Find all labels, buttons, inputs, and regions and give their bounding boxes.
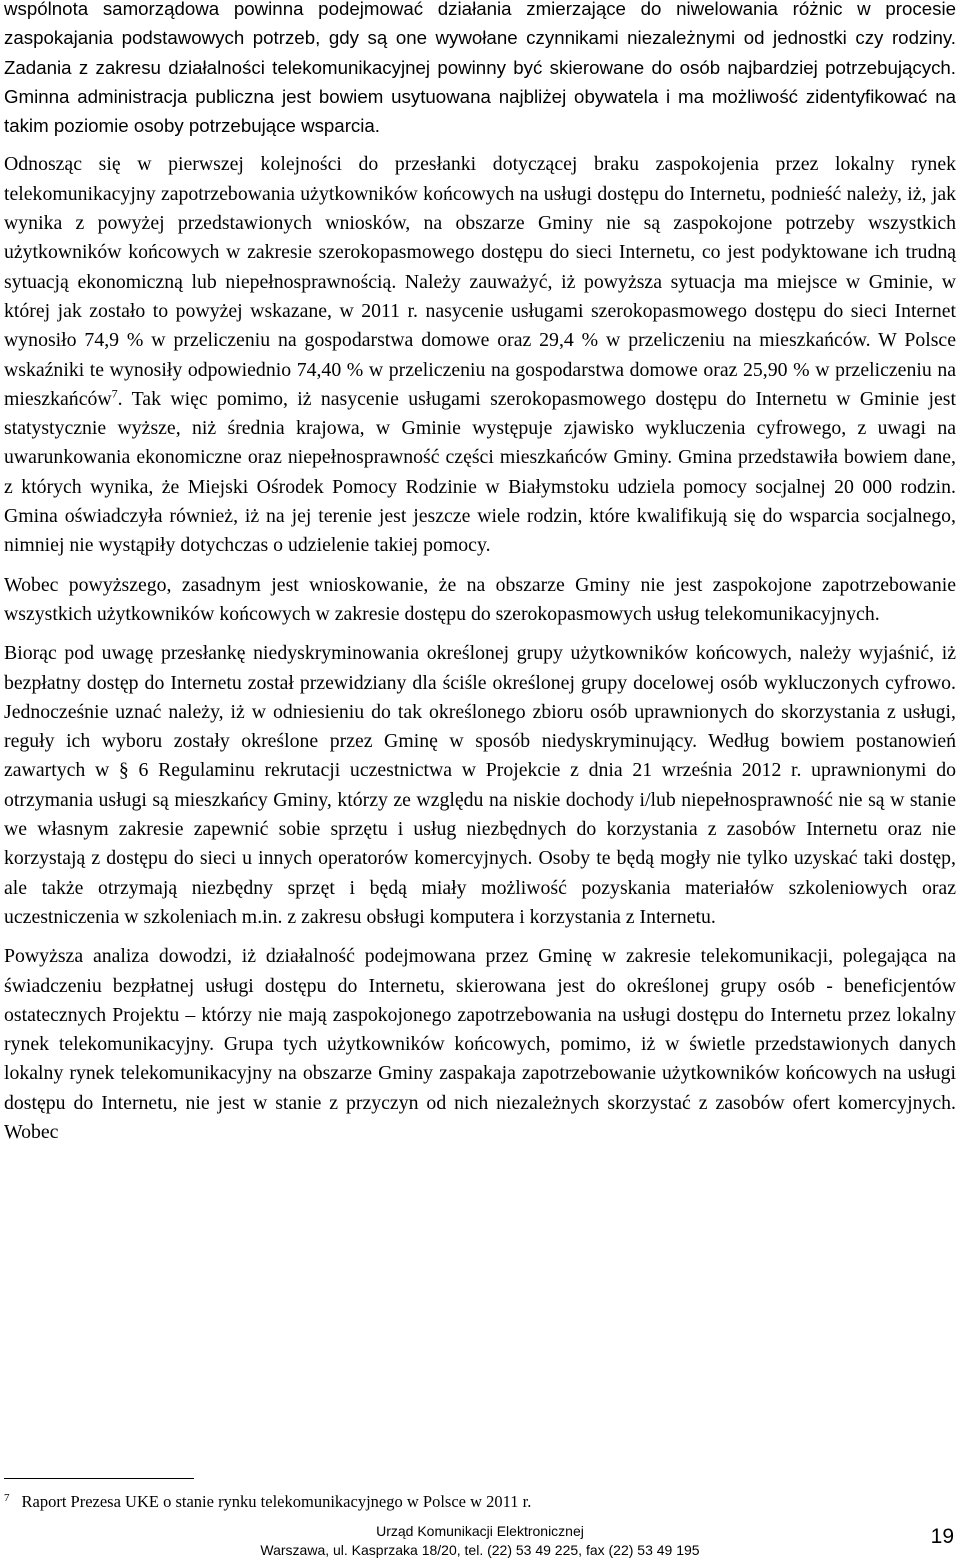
footnote-number: 7 bbox=[4, 1491, 10, 1504]
body-text bbox=[4, 0, 956, 1147]
paragraph-4-text: Biorąc pod uwagę przesłankę niedyskryminowania określonej grupy użytkowników końcowych, należy wyjaśnić, iż bezpłatny dostęp do Internetu został przewidziany dla ściśle określonej grupy docelowej osób wykluczonych cyfrowo. Jednocześnie uznać należy, iż w odniesieniu do tak określonego zbioru osób uprawnionych do skorzystania z usługi, reguły ich wyboru zostały określone przez Gminę w sposób niedyskryminujący. Według bowiem postanowień zawartych w § 6 Regulaminu rekrutacji uczestnictwa w Projekcie z dnia 21 września 2012 r. uprawnionymi do otrzymania usługi są mieszkańcy Gminy, którzy ze względu na niskie dochody i/lub niepełnosprawność nie są w stanie we własnym zakresie zapewnić sobie sprzętu i usług niezbędnych do korzystania z zasobów Internetu oraz nie korzystają z dostępu do sieci u innych operatorów komercyjnych. Osoby te będą mogły nie tylko uzyskać taki dostęp, ale także otrzymają niezbędny sprzęt i będą miały możliwość pozyskania materiałów szkoleniowych oraz uczestniczenia w szkoleniach m.in. z zakresu obsługi komputera i korzystania z Internetu. bbox=[4, 642, 956, 928]
page-number: 19 bbox=[930, 1525, 954, 1548]
footer-address: Warszawa, ul. Kasprzaka 18/20, tel. (22) 53 49 225, fax (22) 53 49 195 bbox=[260, 1542, 700, 1558]
paragraph-1-text: wspólnota samorządowa powinna podejmować działania zmierzające do niwelowania różnic w procesie zaspokajania podstawowych potrzeb, gdy są one wywołane czynnikami niezależnymi od jednostki czy rodziny. Zadania z zakresu działalności telekomunikacyjnej powinny być skierowane do osób najbardziej potrzebujących. Gminna administracja publiczna jest bowiem usytuowana najbliżej obywatela i ma możliwość zidentyfikować na takim poziomie osoby potrzebujące wsparcia. bbox=[4, 0, 956, 137]
paragraph-3-text: Wobec powyższego, zasadnym jest wnioskowanie, że na obszarze Gminy nie jest zaspokojone zapotrzebowanie wszystkich użytkowników końcowych w zakresie dostępu do szerokopasmowych usług telekomunikacyjnych. bbox=[4, 573, 956, 625]
footer-organization: Urząd Komunikacji Elektronicznej bbox=[376, 1523, 584, 1539]
paragraph-3 bbox=[4, 571, 956, 630]
paragraph-2 bbox=[4, 150, 956, 560]
footnote-separator bbox=[4, 1478, 194, 1479]
paragraph-4 bbox=[4, 639, 956, 932]
paragraph-5 bbox=[4, 942, 956, 1147]
footnote-text: Raport Prezesa UKE o stanie rynku telekomunikacyjnego w Polsce w 2011 r. bbox=[21, 1492, 532, 1511]
footnote-reference[interactable]: 7 bbox=[111, 386, 118, 401]
footnote bbox=[4, 1492, 956, 1512]
page-footer bbox=[0, 1523, 960, 1564]
paragraph-5-text: Powyższa analiza dowodzi, iż działalność podejmowana przez Gminę w zakresie telekomunikacji, polegająca na świadczeniu bezpłatnej usługi dostępu do Internetu, skierowana jest do określonej grupy osób - beneficjentów ostatecznych Projektu – którzy nie mają zaspokojonego zapotrzebowania na usługi dostępu do Internetu przez lokalny rynek telekomunikacyjny. Grupa tych użytkowników końcowych, pomimo, iż w świetle przedstawionych danych lokalny rynek telekomunikacyjny na obszarze Gminy zaspakaja zapotrzebowanie użytkowników końcowych na usługi dostępu do Internetu, nie jest w stanie z przyczyn od nich niezależnych skorzystać z zasobów ofert komercyjnych. Wobec bbox=[4, 945, 956, 1143]
paragraph-2-text-b: . Tak więc pomimo, iż nasycenie usługami szerokopasmowego dostępu do Internetu w Gminie jest statystycznie wyższe, niż średnia krajowa, w Gminie występuje zjawisko wykluczenia cyfrowego, z uwagi na uwarunkowania ekonomiczne oraz niepełnosprawność części mieszkańców Gminy. Gmina przedstawiła bowiem dane, z których wynika, że Miejski Ośrodek Pomocy Rodzinie w Białymstoku udziela pomocy socjalnej 20 000 rodzin. Gmina oświadczyła również, iż na jej terenie jest jeszcze wiele rodzin, które kwalifikują się do wsparcia socjalnego, nimniej nie wystąpiły dotychczas o udzielenie takiej pomocy. bbox=[4, 387, 956, 557]
paragraph-1 bbox=[4, 0, 956, 140]
paragraph-2-text-a: Odnosząc się w pierwszej kolejności do przesłanki dotyczącej braku zaspokojenia przez lokalny rynek telekomunikacyjny zapotrzebowania użytkowników końcowych na usługi dostępu do Internetu, podnieść należy, iż, jak wynika z powyżej przedstawionych wniosków, na obszarze Gminy nie są zaspokojone potrzeby wszystkich użytkowników końcowych w zakresie szerokopasmowego dostępu do sieci Internetu, co jest podyktowane ich trudną sytuacją ekonomiczną lub niepełnosprawnością. Należy zauważyć, iż powyższa sytuacja ma miejsce w Gminie, w której jak zostało to powyżej wskazane, w 2011 r. nasycenie usługami szerokopasmowego dostępu do sieci Internet wynosiło 74,9 % w przeliczeniu na gospodarstwa domowe oraz 29,4 % w przeliczeniu na mieszkańców. W Polsce wskaźniki te wynosiły odpowiednio 74,40 % w przeliczeniu na gospodarstwa domowe oraz 25,90 % w przeliczeniu na mieszkańców bbox=[4, 153, 956, 410]
